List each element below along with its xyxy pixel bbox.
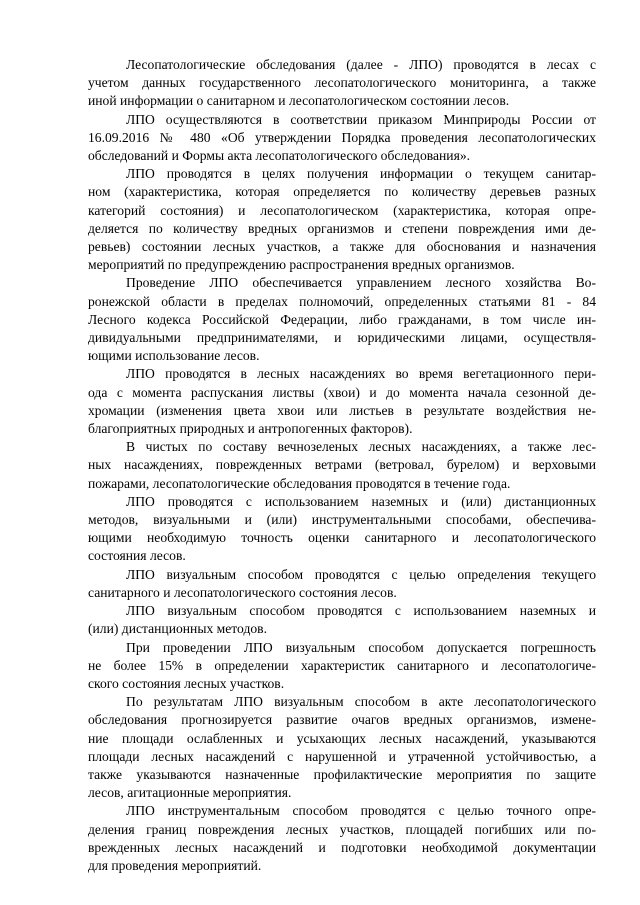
paragraph-line: дивидуальными предпринимателями, и юридическими лицами, осуществля- xyxy=(88,330,596,346)
paragraph-line: иной информации о санитарном и лесопатологическом состоянии лесов. xyxy=(88,93,510,109)
paragraph-line: По результатам ЛПО визуальным способом в акте лесопатологического xyxy=(126,694,596,710)
paragraph xyxy=(88,566,596,602)
paragraph xyxy=(88,602,596,638)
paragraph xyxy=(88,111,596,166)
paragraph-line: обследования прогнозируется развитие очагов вредных организмов, измене- xyxy=(88,712,596,728)
paragraph xyxy=(88,165,596,274)
paragraph-line: обследований и Формы акта лесопатологического обследования». xyxy=(88,148,471,164)
paragraph-line: ронежской области в пределах полномочий, определенных статьями 81 - 84 xyxy=(88,293,596,309)
paragraph-line: пожарами, лесопатологические обследования проводятся в течение года. xyxy=(88,475,511,491)
paragraph-line: ЛПО проводятся в лесных насаждениях во время вегетационного пери- xyxy=(126,366,596,382)
paragraph-line: врежденных лесных насаждений и подготовки необходимой документации xyxy=(88,839,596,855)
paragraph-line: деления границ повреждения лесных участков, площадей погибших или по- xyxy=(88,821,596,837)
paragraph-line: учетом данных государственного лесопатологического мониторинга, а также xyxy=(88,75,596,91)
paragraph xyxy=(88,493,596,566)
paragraph-line: состояния лесов. xyxy=(88,548,186,564)
paragraph-line: ЛПО визуальным способом проводятся с использованием наземных и xyxy=(126,603,596,619)
paragraph-line: ЛПО проводятся с использованием наземных и (или) дистанционных xyxy=(126,493,596,509)
paragraph-line: ЛПО визуальным способом проводятся с целью определения текущего xyxy=(126,566,596,582)
paragraph-line: ющими необходимую точность оценки санитарного и лесопатологического xyxy=(88,530,596,546)
paragraph-line: ода с момента распускания листвы (хвои) и до момента начала сезонной де- xyxy=(88,384,596,400)
document-body xyxy=(88,56,596,875)
paragraph-line: ЛПО осуществляются в соответствии приказом Минприроды России от xyxy=(126,111,596,127)
paragraph-line: для проведения мероприятий. xyxy=(88,857,262,873)
paragraph xyxy=(88,365,596,438)
paragraph-line: лесов, агитационные мероприятия. xyxy=(88,785,292,801)
paragraph-line: благоприятных природных и антропогенных факторов). xyxy=(88,421,413,437)
paragraph-line: категорий состояния) и лесопатологическом (характеристика, которая опре- xyxy=(88,202,596,218)
paragraph xyxy=(88,639,596,694)
paragraph-line: также указываются назначенные профилактические мероприятия по защите xyxy=(88,766,596,782)
paragraph-line: Лесного кодекса Российской Федерации, либо гражданами, в том числе ин- xyxy=(88,311,596,327)
paragraph-line: При проведении ЛПО визуальным способом допускается погрешность xyxy=(126,639,596,655)
paragraph xyxy=(88,693,596,802)
paragraph-line: ных насаждениях, поврежденных ветрами (ветровал, бурелом) и верховыми xyxy=(88,457,596,473)
paragraph-line: ние площади ослабленных и усыхающих лесных насаждений, указываются xyxy=(88,730,596,746)
paragraph xyxy=(88,274,596,365)
paragraph xyxy=(88,802,596,875)
paragraph-line: (или) дистанционных методов. xyxy=(88,621,267,637)
paragraph-line: хромации (изменения цвета хвои или листьев в результате воздействия не- xyxy=(88,402,596,418)
paragraph-line: В чистых по составу вечнозеленых лесных насаждениях, а также лес- xyxy=(126,439,596,455)
paragraph-line: ющими использование лесов. xyxy=(88,348,260,364)
paragraph-line: мероприятий по предупреждению распространения вредных организмов. xyxy=(88,257,515,273)
paragraph-line: санитарного и лесопатологического состояния лесов. xyxy=(88,584,397,600)
paragraph-line: ского состояния лесных участков. xyxy=(88,675,285,691)
paragraph-line: площади лесных насаждений с нарушенной и утраченной устойчивостью, а xyxy=(88,748,596,764)
paragraph-line: методов, визуальными и (или) инструментальными способами, обеспечива- xyxy=(88,512,596,528)
paragraph-line: не более 15% в определении характеристик санитарного и лесопатологиче- xyxy=(88,657,596,673)
paragraph-line: 16.09.2016 № 480 «Об утверждении Порядка проведения лесопатологических xyxy=(88,129,596,145)
paragraph-line: деляется по количеству вредных организмов и степени повреждения ими де- xyxy=(88,220,596,236)
paragraph xyxy=(88,438,596,493)
paragraph-line: Лесопатологические обследования (далее - ЛПО) проводятся в лесах с xyxy=(126,57,596,72)
paragraph-line: Проведение ЛПО обеспечивается управлением лесного хозяйства Во- xyxy=(126,275,596,291)
paragraph-line: ЛПО инструментальным способом проводятся с целью точного опре- xyxy=(126,803,596,819)
paragraph xyxy=(88,56,596,111)
paragraph-line: ревьев) состоянии лесных участков, а также для обоснования и назначения xyxy=(88,239,596,255)
paragraph-line: ЛПО проводятся в целях получения информации о текущем санитар- xyxy=(126,166,596,182)
paragraph-line: ном (характеристика, которая определяется по количеству деревьев разных xyxy=(88,184,596,200)
